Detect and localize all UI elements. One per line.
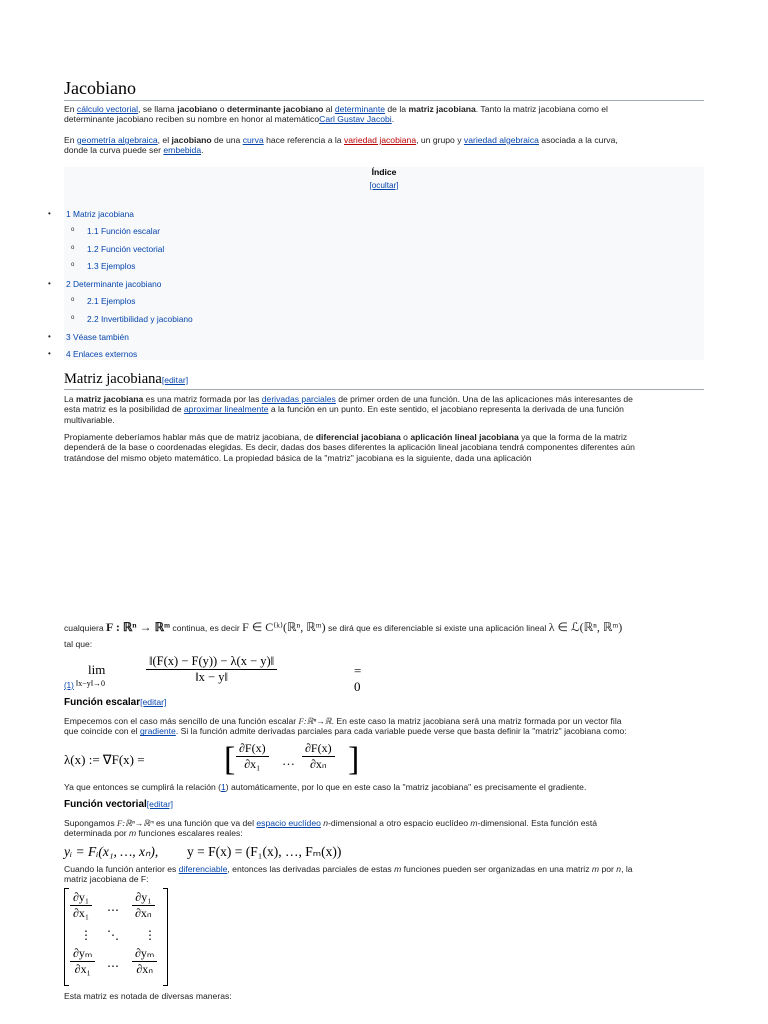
text-tal-que: tal que: — [64, 639, 93, 649]
toc-item-1[interactable]: 1 Matriz jacobiana — [66, 209, 134, 219]
math-map-signature: F : ℝⁿ → ℝᵐ — [106, 620, 171, 634]
text: tratándose del mismo objeto matemático. La propiedad básica de la "matriz" jacobiana es la siguiente, dada una aplicación — [64, 452, 532, 463]
heading-text: Función escalar — [64, 697, 141, 708]
text: multivariable. — [64, 414, 115, 425]
text: . — [201, 145, 204, 156]
section-1-2-paragraph-3: Esta matriz es notada de diversas maneras: — [64, 991, 232, 1001]
text: En — [64, 135, 77, 145]
text: cualquiera — [64, 623, 107, 633]
numerator: ∂F(x) — [236, 741, 269, 757]
intro-paragraph-1 — [64, 104, 704, 125]
numerator: ∂y₁ — [70, 890, 92, 906]
text: de primer orden de una función. Una de las aplicaciones más interesantes de — [335, 394, 633, 404]
italic-var: m — [591, 864, 600, 874]
text: dependerá de la base o coordenadas elegidas. Es decir, dadas dos bases diferentes la aplicación lineal jacobiana tendrá componentes diferentes aún — [64, 442, 635, 453]
circle-bullet-icon: o — [71, 245, 75, 251]
toc-item-3[interactable]: 3 Véase también — [66, 332, 129, 342]
matrix-entry-m-1 — [70, 946, 95, 977]
toc-item-1-3[interactable]: 1.3 Ejemplos — [87, 261, 136, 271]
link-carl-gustav-jacobi[interactable]: Carl Gustav Jacobi — [319, 114, 392, 125]
lim-subscript: ‖x−y‖→0 — [76, 679, 106, 688]
math-scalar-map: F:ℝⁿ→ℝ — [298, 716, 332, 726]
heading-text: Función vectorial — [64, 799, 147, 810]
title-divider — [64, 100, 704, 101]
matrix-hdots: ⋯ — [107, 959, 119, 973]
matrix-vdots: ⋮ — [144, 928, 156, 942]
left-bracket: [ — [224, 741, 236, 778]
component-equations — [64, 844, 404, 860]
bold-term: diferencial jacobiana — [315, 432, 401, 442]
matrix-left-bracket — [64, 888, 69, 986]
link-aproximar-linealmente[interactable]: aproximar linealmente — [183, 404, 269, 415]
link-curva[interactable]: curva — [242, 135, 264, 145]
matrix-entry-1-1 — [70, 890, 92, 921]
partial-fraction-2 — [302, 741, 335, 772]
text: . En este caso la matriz jacobiana será una matriz formada por un vector fila — [331, 716, 622, 726]
bold-term: jacobiano — [171, 135, 212, 145]
text: continua, es decir — [170, 623, 243, 633]
link-variedad-algebraica[interactable]: variedad algebraica — [463, 135, 539, 145]
section-heading-matriz-jacobiana — [64, 371, 188, 388]
bullet-icon: • — [48, 349, 51, 358]
link-calculo-vectorial[interactable]: cálculo vectorial — [76, 104, 139, 114]
italic-var: m — [394, 864, 402, 874]
numerator: ∂F(x) — [302, 741, 335, 757]
link-variedad-jacobiana[interactable]: variedad jacobiana — [343, 135, 417, 145]
link-determinante[interactable]: determinante — [334, 104, 386, 114]
numerator: ‖(F(x) − F(y)) − λ(x − y)‖ — [146, 654, 277, 670]
section-1-paragraph-2 — [64, 432, 704, 463]
toc-item-2-2[interactable]: 2.2 Invertibilidad y jacobiano — [87, 314, 193, 324]
text: -dimensional a otro espacio euclídeo — [328, 818, 471, 828]
matrix-right-bracket — [163, 888, 168, 986]
circle-bullet-icon: o — [71, 227, 75, 233]
equation-lhs: λ(x) := ∇F(x) = — [64, 752, 145, 767]
denominator: ∂x₁ — [73, 906, 90, 920]
circle-bullet-icon: o — [71, 297, 75, 303]
text: o — [400, 432, 411, 442]
text: , el — [157, 135, 172, 145]
toc-item-1-2[interactable]: 1.2 Función vectorial — [87, 244, 165, 254]
link-gradiente[interactable]: gradiente — [139, 726, 176, 737]
text: funciones pueden ser organizadas en una matriz — [401, 864, 592, 874]
section-1-paragraph-1 — [64, 394, 704, 425]
text: ) automáticamente, por lo que en este caso la "matriz jacobiana" es precisamente el gradiente. — [225, 782, 587, 792]
heading-text: Matriz jacobiana — [64, 371, 162, 387]
toc-item-2-1[interactable]: 2.1 Ejemplos — [87, 296, 136, 306]
bold-term: aplicación lineal jacobiana — [410, 432, 519, 442]
denominator: ∂xₙ — [309, 757, 327, 771]
table-of-contents — [64, 167, 704, 360]
section-1-1-paragraph-1 — [64, 716, 704, 737]
text: por — [599, 864, 617, 874]
text: se dirá que es diferenciable si existe una aplicación lineal — [325, 623, 549, 633]
text: determinante jacobiano reciben su nombre en honor al matemático — [64, 114, 320, 125]
text: ya que la forma de la matriz — [518, 432, 628, 442]
bullet-icon: • — [48, 209, 51, 218]
toc-toggle-link[interactable] — [64, 181, 704, 190]
equation-ref-link[interactable]: (1) — [64, 681, 74, 690]
italic-var: m — [470, 818, 478, 828]
toc-item-2[interactable]: 2 Determinante jacobiano — [66, 279, 162, 289]
bullet-icon: • — [48, 332, 51, 341]
section-heading-funcion-vectorial — [64, 799, 173, 810]
text: La — [64, 394, 76, 404]
section-1-paragraph-3 — [64, 620, 704, 635]
right-bracket: ] — [348, 741, 360, 778]
bold-term: jacobiano — [177, 104, 218, 114]
edit-link[interactable]: [editar] — [146, 799, 174, 809]
text: Supongamos — [64, 818, 118, 828]
text: , se llama — [138, 104, 178, 114]
text: En — [64, 104, 77, 114]
text: , la — [621, 864, 633, 874]
denominator: ∂xₙ — [135, 906, 152, 920]
italic-var: m — [128, 828, 137, 839]
text: de la — [385, 104, 409, 114]
partial-fraction-1 — [236, 741, 269, 772]
matrix-ddots: ⋱ — [107, 928, 119, 942]
circle-bullet-icon: o — [71, 262, 75, 268]
equation-ref-link[interactable]: 1 — [221, 782, 226, 792]
page-title: Jacobiano — [64, 78, 136, 98]
edit-link[interactable]: [editar] — [140, 697, 167, 707]
link-embebida[interactable]: embebida — [163, 145, 202, 156]
bullet-icon: • — [48, 279, 51, 288]
matrix-entry-m-n — [132, 946, 157, 977]
text: es una matriz formada por las — [143, 394, 262, 404]
text: , entonces las derivadas parciales de estas — [227, 864, 395, 874]
gradient-equation — [64, 741, 360, 779]
matrix-entry-1-n — [132, 890, 155, 921]
text: donde la curva puede ser — [64, 145, 164, 156]
link-diferenciable[interactable]: diferenciable — [178, 864, 228, 874]
link-espacio-euclideo[interactable]: espacio euclídeo — [256, 818, 321, 828]
edit-link[interactable]: [editar] — [161, 375, 189, 385]
text: asociada a la curva, — [538, 135, 618, 145]
denominator: ∂x₁ — [74, 962, 91, 976]
text: Ya que entonces se cumplirá la relación ( — [64, 782, 221, 792]
limit-equation — [64, 654, 364, 694]
toc-item-1-1[interactable]: 1.1 Función escalar — [87, 226, 161, 236]
text: Empecemos con el caso más sencillo de una función escalar — [64, 716, 299, 726]
text: -dimensional. Esta función está — [477, 818, 598, 828]
link-geometria-algebraica[interactable]: geometría algebraica — [76, 135, 158, 145]
text: o — [217, 104, 227, 114]
text: funciones escalares reales: — [136, 828, 243, 839]
italic-var: n — [616, 864, 622, 874]
bold-term: matriz jacobiana — [408, 104, 476, 114]
text: matriz jacobiana de F: — [64, 874, 149, 885]
equation-vector: y = F(x) = (F₁(x), …, Fₘ(x)) — [187, 844, 342, 859]
math-class-membership: F ∈ C⁽ᵏ⁾(ℝⁿ, ℝᵐ) — [242, 620, 326, 634]
text: de una — [211, 135, 243, 145]
text: Cuando la función anterior es — [64, 864, 179, 874]
equation-rhs: = 0 — [354, 663, 362, 694]
text: Propiamente deberíamos hablar más que de matriz jacobiana, de — [64, 432, 316, 442]
text: es una función que va del — [153, 818, 257, 828]
text: . Si la función admite derivadas parciales para cada variable puede verse que basta definir la "matriz" jacobiana como: — [175, 726, 627, 737]
numerator: ∂yₘ — [70, 946, 95, 962]
toc-toggle-text[interactable]: [ocultar] — [369, 181, 399, 190]
italic-var: n — [323, 818, 329, 828]
text: determinada por — [64, 828, 129, 839]
denominator: ∂xₙ — [136, 962, 154, 976]
jacobian-matrix — [64, 888, 174, 984]
matrix-vdots: ⋮ — [80, 928, 92, 942]
limit-fraction — [146, 654, 277, 685]
denominator: ∂x₁ — [244, 757, 261, 771]
section-1-2-paragraph-1 — [64, 818, 704, 839]
text: esta matriz es la posibilidad de — [64, 404, 184, 415]
text: . Tanto la matriz jacobiana como el — [475, 104, 608, 114]
math-linear-map: λ ∈ ℒ(ℝⁿ, ℝᵐ) — [548, 620, 623, 634]
text: , un grupo y — [416, 135, 464, 145]
bold-term: matriz jacobiana — [75, 394, 144, 404]
ellipsis: … — [282, 753, 295, 768]
lim-operator: lim — [88, 662, 106, 677]
circle-bullet-icon: o — [71, 315, 75, 321]
text: al — [323, 104, 335, 114]
text: a la función en un punto. En este sentido, el jacobiano representa la derivada de una función — [268, 404, 624, 415]
text: . — [391, 114, 395, 125]
matrix-hdots: ⋯ — [107, 903, 119, 917]
section-1-1-paragraph-2 — [64, 782, 704, 792]
toc-title: Índice — [371, 167, 397, 177]
section-divider — [64, 389, 704, 390]
numerator: ∂yₘ — [132, 946, 157, 962]
numerator: ∂y₁ — [132, 890, 155, 906]
denominator: ‖x − y‖ — [195, 670, 228, 684]
link-derivadas-parciales[interactable]: derivadas parciales — [261, 394, 336, 404]
math-vector-map: F:ℝⁿ→ℝᵐ — [117, 818, 154, 828]
text: que coincide con el — [64, 726, 140, 737]
section-1-2-paragraph-2 — [64, 864, 704, 885]
section-heading-funcion-escalar — [64, 697, 166, 708]
bold-term: determinante jacobiano — [226, 104, 324, 114]
toc-item-4[interactable]: 4 Enlaces externos — [66, 349, 138, 359]
text: hace referencia a la — [263, 135, 344, 145]
equation-component: yᵢ = Fᵢ(x₁, …, xₙ), — [64, 844, 159, 859]
intro-paragraph-2 — [64, 135, 704, 156]
